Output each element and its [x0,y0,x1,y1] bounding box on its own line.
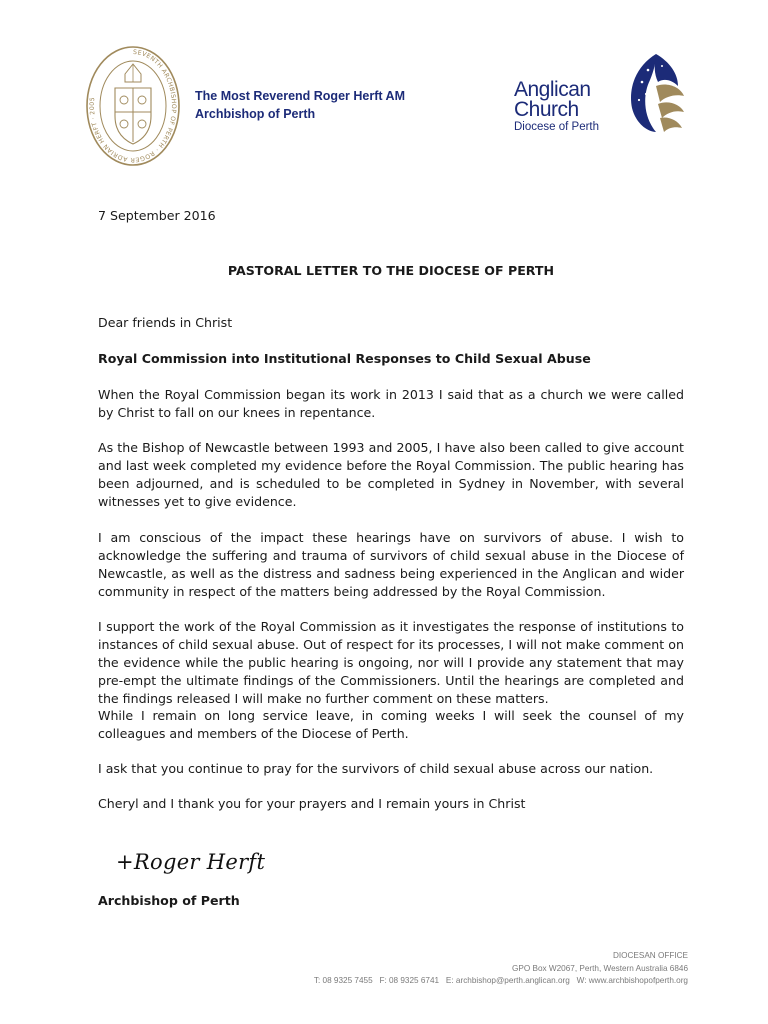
signature: +Roger Herft [116,850,266,874]
brand-word-church: Church [514,98,579,121]
closing-paragraph: Cheryl and I thank you for your prayers and I remain yours in Christ [98,796,526,811]
footer [314,950,688,988]
footer-contact: T: 08 9325 7455 F: 08 9325 6741 E: archbishop@perth.anglican.org W: www.archbishopofperth.org [313,976,688,985]
paragraph: While I remain on long service leave, in coming weeks I will seek the counsel of my colleagues and members of the Diocese of Perth. [98,708,684,741]
archbishop-seal-icon [84,44,182,168]
footer-address: GPO Box W2067, Perth, Western Australia 6846 [512,963,688,973]
anglican-brand [514,80,599,133]
paragraph: I ask that you continue to pray for the survivors of child sexual abuse across our nation. [98,761,654,776]
brand-diocese: Diocese of Perth [514,121,600,133]
footer-office: DIOCESAN OFFICE [612,951,688,960]
letter-heading: PASTORAL LETTER TO THE DIOCESE OF PERTH [227,263,555,278]
svg-text:SEVENTH ARCHBISHOP OF PERTH ·: SEVENTH ARCHBISHOP OF PERTH · ROGER ADRIAN HERFT · 2005 [88,48,177,164]
salutation: Dear friends in Christ [98,315,233,330]
paragraph: As the Bishop of Newcastle between 1993 and 2005, I have also been called to give account and last week completed my evidence before the Royal Commission. The public hearing has been adjourned, and is scheduled to be completed in Sydney in November, with several witnesses yet to give evidence. [98,440,684,509]
letter-subject: Royal Commission into Institutional Responses to Child Sexual Abuse [98,351,591,366]
anglican-logo-icon [626,52,688,134]
signatory-title: Archbishop of Perth [98,893,240,908]
paragraph: When the Royal Commission began its work in 2013 I said that as a church we were called by Christ to fall on our knees in repentance. [98,387,684,420]
brand-word-anglican: Anglican [514,78,591,101]
sender-name: The Most Reverend Roger Herft AM [195,89,405,103]
paragraph: I am conscious of the impact these hearings have on survivors of abuse. I wish to acknowledge the suffering and trauma of survivors of child sexual abuse in the Diocese of Newcastle, as well as the distress and sadness being experienced in the Anglican and wider community in respect of the matters being addressed by the Royal Commission. [98,530,684,599]
letter-date: 7 September 2016 [98,208,216,223]
sender-title: Archbishop of Perth [195,107,316,121]
paragraph: I support the work of the Royal Commission as it investigates the response of institutions to instances of child sexual abuse. Out of respect for its processes, I will not make comment on the evidence while the public hearing is ongoing, nor will I provide any statement that may pre-empt the ultimate findings of the Commissioners. Until the hearings are completed and the findings released I will make no further comment on these matters. [98,619,684,706]
